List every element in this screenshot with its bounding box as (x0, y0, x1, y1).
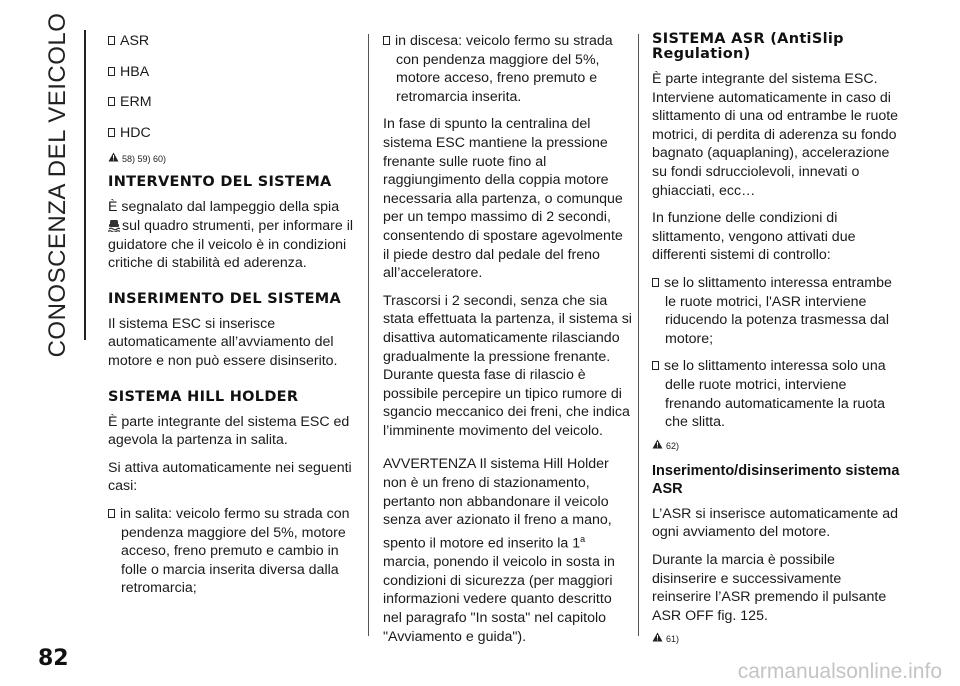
list-item: ERM (108, 93, 358, 112)
esc-warning-lamp-icon (108, 219, 120, 232)
column-divider-1 (368, 34, 369, 636)
heading-hill-holder: SISTEMA HILL HOLDER (108, 388, 299, 405)
paragraph-hill-2: Si attiva automaticamente nei seguenti casi: (108, 459, 352, 495)
bullet-box-icon (652, 361, 659, 370)
list-item: in discesa: veicolo fermo su strada con pendenza maggiore del 5%, motore acceso, freno premuto e retromarcia inserita. (383, 32, 633, 106)
paragraph-inserimento: Il sistema ESC si inserisce automaticamente all’avviamento del motore e non può essere disinserito. (108, 315, 338, 369)
bullet-box-icon (108, 128, 115, 137)
paragraph-trascorsi: Trascorsi i 2 secondi, senza che sia stata effettuata la partenza, il sistema si disattiva automaticamente rilasciando gradualmente la pressione frenante. Durante questa fase di rilascio è possibile percepire un tipico rumore di sgancio meccanico dei freni, che indica l’imminente movimento del veicolo. (383, 292, 632, 439)
warning-triangle-icon (652, 632, 663, 642)
bullet-box-icon (108, 36, 115, 45)
warning-triangle-icon (652, 439, 663, 449)
chapter-title-text: CONOSCENZA DEL VEICOLO (44, 12, 71, 358)
warning-note-ref-61: 61) (652, 632, 902, 645)
warning-note-ref-62: 62) (652, 439, 902, 452)
list-item: HBA (108, 63, 358, 82)
column-3 (652, 32, 902, 655)
page-number: 82 (38, 646, 69, 671)
chapter-sidebar-title (44, 12, 71, 358)
paragraph-hill-1: È parte integrante del sistema ESC ed agevola la partenza in salita. (108, 413, 350, 449)
paragraph-ins-2: Durante la marcia è possibile disinserire e successivamente reinserire l’ASR premendo il pulsante ASR OFF fig. 125. (652, 552, 887, 624)
heading-asr: SISTEMA ASR (AntiSlip Regulation) (652, 31, 844, 62)
column-divider-2 (638, 34, 639, 636)
column-1 (108, 32, 358, 607)
bullet-box-icon (652, 278, 659, 287)
bullet-box-icon (108, 97, 115, 106)
list-item: in salita: veicolo fermo su strada con pendenza maggiore del 5%, motore acceso, freno premuto e cambio in folle o marcia inserita diversa dalla retromarcia; (108, 505, 358, 598)
watermark: carmanualsonline.info (737, 660, 942, 683)
warning-note-refs: 58) 59) 60) (108, 152, 358, 165)
bullet-box-icon (108, 67, 115, 76)
paragraph-ins-1: L’ASR si inserisce automaticamente ad ogni avviamento del motore. (652, 505, 899, 541)
list-item: se lo slittamento interessa entrambe le ruote motrici, l'ASR interviene riducendo la potenza trasmessa dal motore; (652, 274, 902, 348)
warning-triangle-icon (108, 152, 119, 162)
column-2 (383, 32, 633, 655)
bullet-box-icon (383, 36, 390, 45)
paragraph-asr-1: È parte integrante del sistema ESC. Interviene automaticamente in caso di slittamento di una od entrambe le ruote motrici, di perdita di aderenza su fondo bagnato (aquaplaning), accelerazione su fondi sdrucciolevoli, innevati o ghiacciati, ecc… (652, 71, 899, 199)
list-item: se lo slittamento interessa solo una delle ruote motrici, interviene frenando automaticamente la ruota che slitta. (652, 357, 902, 431)
heading-inserimento: INSERIMENTO DEL SISTEMA (108, 290, 342, 307)
sidebar-divider (84, 30, 86, 340)
heading-intervento: INTERVENTO DEL SISTEMA (108, 174, 332, 191)
heading-ins-disins-asr: Inserimento/disinserimento sistema ASR (652, 462, 900, 498)
paragraph-intervento: È segnalato dal lampeggio della spia sul quadro strumenti, per informare il guidatore che il veicolo è in condizioni critiche di stabilità ed aderenza. (108, 199, 354, 272)
paragraph-asr-2: In funzione delle condizioni di slittamento, vengono attivati due differenti sistemi di controllo: (652, 210, 856, 264)
bullet-box-icon (108, 509, 115, 518)
list-item: HDC (108, 124, 358, 143)
paragraph-spunto: In fase di spunto la centralina del sistema ESC mantiene la pressione frenante sulle ruote fino al raggiungimento della coppia motore necessaria alla partenza, o comunque per un tempo massimo di 2 secondi, consentendo di spostare agevolmente il piede destro dal pedale del freno all’acceleratore. (383, 116, 623, 282)
list-item: ASR (108, 32, 358, 51)
paragraph-avvertenza: AVVERTENZA Il sistema Hill Holder non è un freno di stazionamento, pertanto non abbandonare il veicolo senza aver azionato il freno a mano, spento il motore ed inserito la 1$^a$ marcia, ponendo il veicolo in sosta in condizioni di sicurezza (per maggiori informazioni vedere quanto descritto nel paragrafo "In sosta" nel capitolo "Avviamento e guida"). (383, 456, 615, 645)
